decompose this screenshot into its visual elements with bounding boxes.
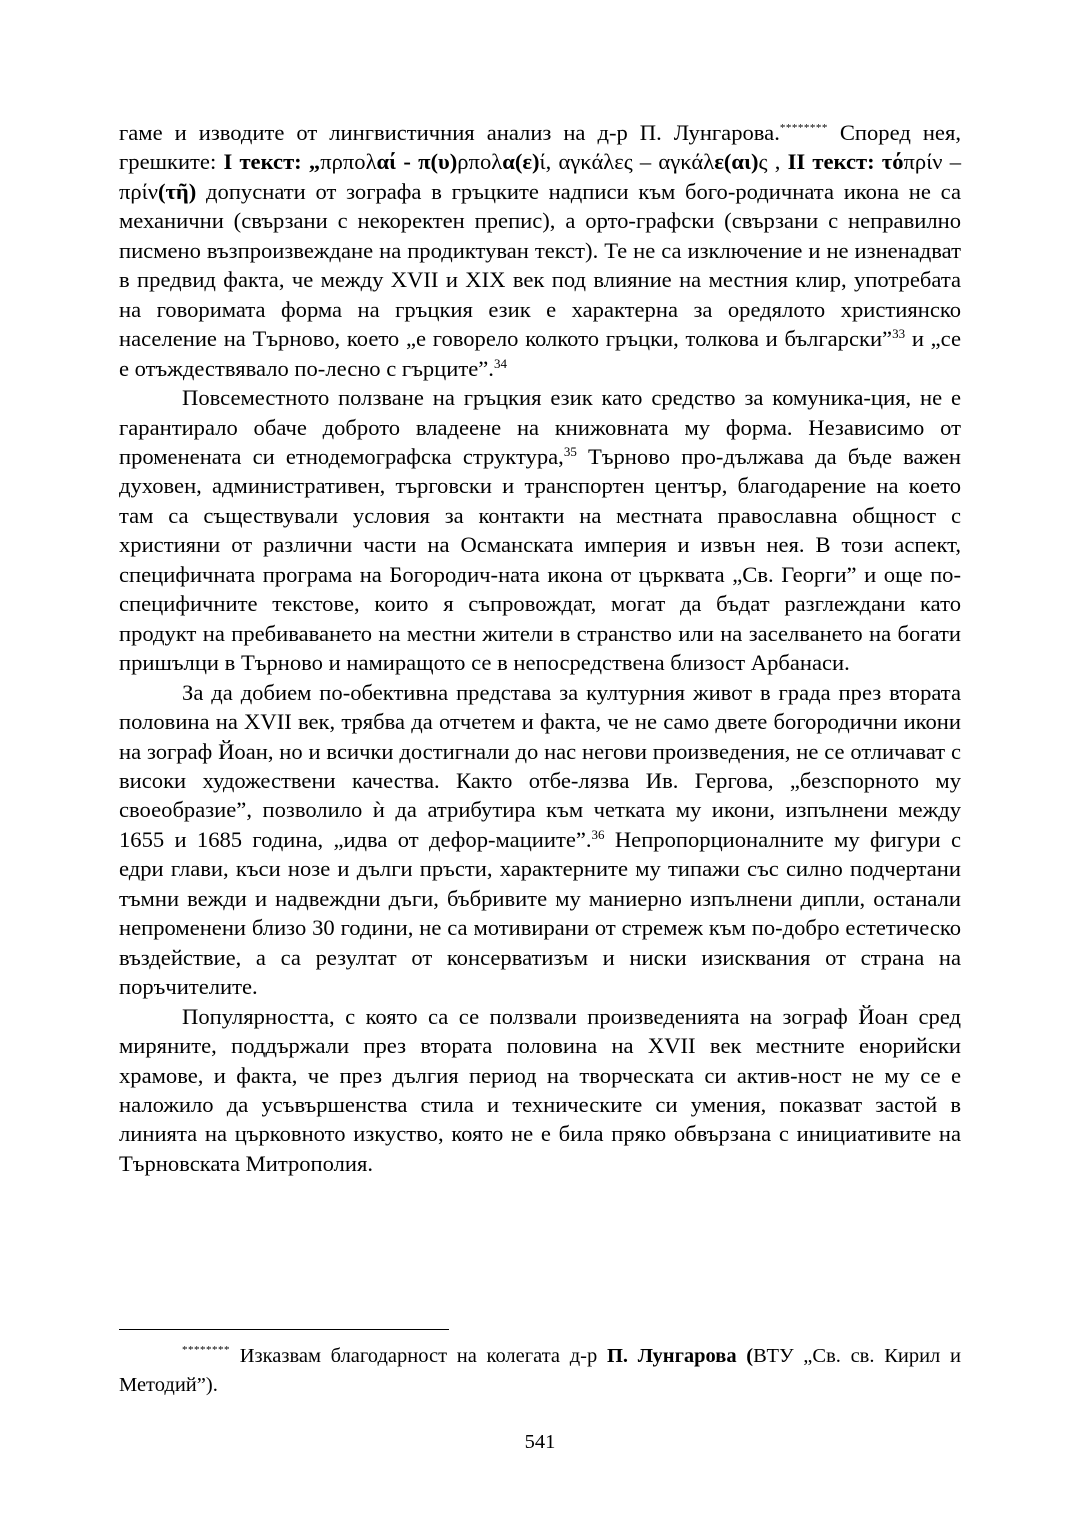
text-run: Непропорционалните му фигури с едри глави, къси нозе и дълги пръсти, характерните му типажи със силно подчертани тъмни вежди и надвеждни дъги, бъбривите му маниерно изпълнени дипли, останали непроменени близо 30 години, не са мотивирани от стремеж към по-добро естетическо въздействие, а са резултат от консерватизъм и ниски изисквания от страна на поръчителите. — [119, 826, 961, 1000]
paragraph-4 — [119, 1002, 961, 1179]
bold-run: αί — [376, 149, 397, 175]
greek-run: ί, αγκάλες – αγκάλ — [539, 149, 715, 175]
text-run: За да добием по-обективна представа за културния живот в града през втората половина на XVII век, трябва да отчетем и факта, че не само двете богородични икони на зограф Йоан, но и всички достигнали до нас негови произведения, не се отличават с високи художествени качества. Както отбе-лязва Ив. Гергова, „безспорното му своеобразие”, позволило ѝ да атрибутира към четката му икони, изпълнени между 1655 и 1685 година, „идва от дефор-мациите”. — [119, 679, 961, 852]
paragraph-2 — [119, 383, 961, 678]
footnote-mark: ******** — [182, 1344, 230, 1356]
bold-run: П. Лунгарова ( — [606, 1345, 754, 1367]
greek-run: ς , — [758, 149, 788, 175]
text-run: Повсеместното ползване на гръцкия език като средство за комуника-ция, не е гарантирало обаче доброто владеене на книжовната му форма. Независимо от променената си етнодемографска структура, — [119, 385, 961, 469]
bold-run: ε(αι) — [714, 149, 759, 175]
text-run: ВТУ „Св. св. Кирил и Методий”). — [119, 1345, 961, 1396]
paragraph-1 — [119, 118, 961, 383]
greek-run: ρπολ — [457, 149, 503, 175]
footnote-ref-33[interactable]: 33 — [892, 326, 906, 342]
bold-run: - π(υ) — [403, 149, 458, 175]
text-run: Според нея, грешките: — [119, 120, 961, 175]
text-run: Изказвам благодарност на колегата д-р — [230, 1345, 607, 1367]
footnote-ref-34[interactable]: 34 — [493, 355, 507, 371]
bold-run: (τῆ) — [157, 178, 197, 204]
text-run: Търново про-дължава да бъде важен духовен, административен, търговски и транспортен център, благодарение на което там са съществували условия за контакти на местната православна общност с християни от различни части на Османската империя и извън нея. В този аспект, специфичната програма на Богородич-ната икона от църквата „Св. Георги” и още по-специфичните текстове, които я съпровождат, могат да бъдат разглеждани като продукт на пребиваването на местни жители в странство или на заселването на богати пришълци в Търново и намиращото се в непосредствена близост Арбанаси. — [119, 443, 962, 676]
footnote-text — [119, 1342, 961, 1400]
footnote-separator — [119, 1329, 449, 1330]
bold-run: α(ε) — [502, 149, 540, 175]
greek-run: πρπολ — [320, 149, 377, 175]
bold-run: II текст: τό — [787, 149, 904, 175]
main-text — [119, 118, 961, 1178]
text-run: Популярността, с която са се ползвали произведенията на зограф Йоан сред миряните, поддържали през втората половина на XVII век местните енорийски храмове, и факта, че през дългия период на творческата си актив-ност не му се е наложило да усъвършенства стила и техническите си умения, показват застой в линията на църковното изкуство, която не е била пряко обвързана с инициативите на Търновската Митрополия. — [119, 1003, 961, 1176]
footnote-mark[interactable]: ******** — [779, 122, 828, 134]
text-run: гаме и изводите от лингвистичния анализ на д-р П. Лунгарова. — [119, 120, 780, 145]
bold-run: I текст: „ — [223, 149, 321, 175]
greek-run: πρίν – πρίν — [119, 149, 961, 204]
paragraph-3 — [119, 678, 961, 1002]
text-run: допуснати от зографа в гръцките надписи към бого-родичната икона не са механични (свързани с некоректен препис), а орто-графски (свързани с неправилно писмено възпроизвеждане на продиктуван текст). Те не са изключение и не изненадват в предвид факта, че между XVII и XIX век под влияние на местния клир, употребата на говоримата форма на гръцкия език е характерна за оредялото християнско население на Търново, което „е говорело колкото гръцки, толкова и български” — [119, 178, 961, 352]
footnote-ref-36[interactable]: 36 — [591, 826, 605, 842]
page-number: 541 — [524, 1431, 556, 1453]
footnote — [119, 1342, 961, 1400]
text-run: и „се е отъждествявало по-лесно с гърците”. — [119, 326, 962, 381]
footnote-ref-35[interactable]: 35 — [563, 443, 577, 459]
